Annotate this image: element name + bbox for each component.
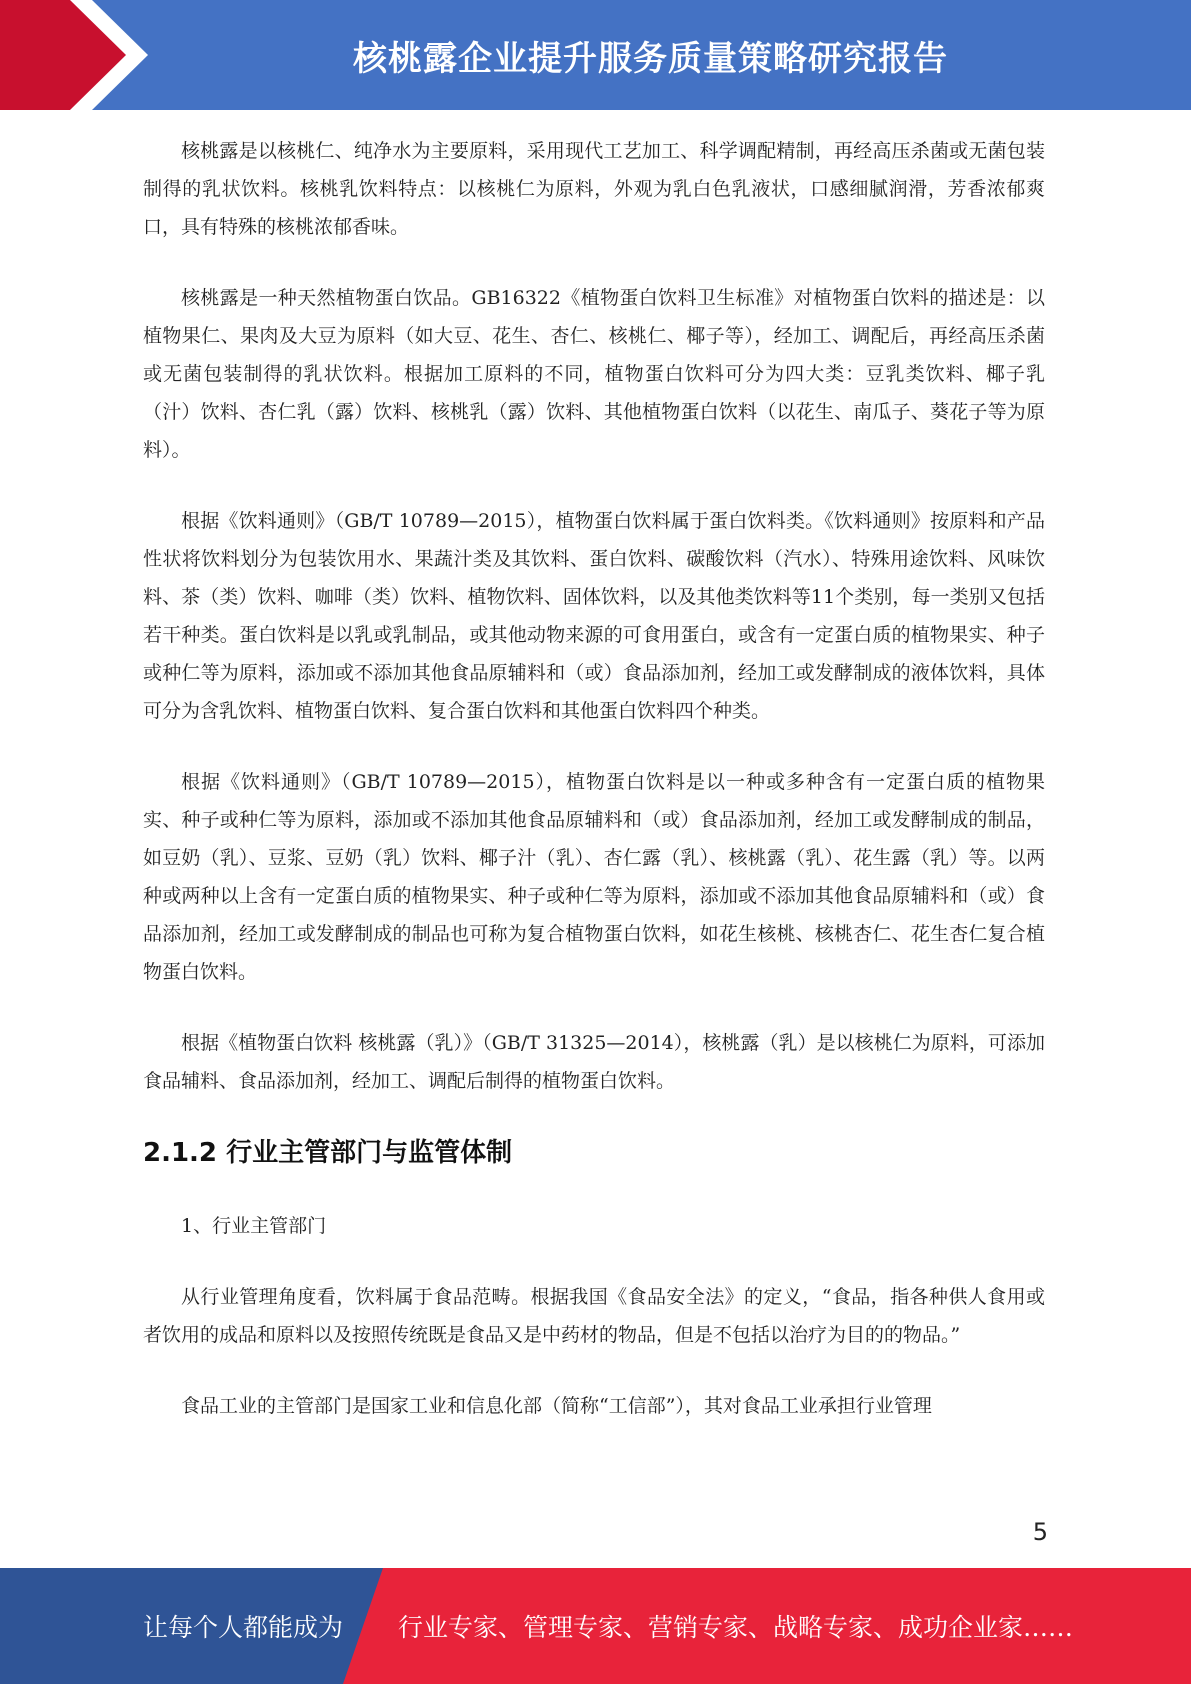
section-heading: 2.1.2 行业主管部门与监管体制: [143, 1138, 513, 1168]
paragraph-intro: 核桃露是以核桃仁、纯净水为主要原料，采用现代工艺加工、科学调配精制，再经高压杀菌或无菌包装制得的乳状饮料。核桃乳饮料特点：以核桃仁为原料，外观为乳白色乳液状，口感细腻润滑，芳香浓郁爽口，具有特殊的核桃浓郁香味。: [143, 140, 1045, 238]
page-header: [0, 0, 1191, 110]
paragraph-walnut-standard: 根据《植物蛋白饮料 核桃露（乳）》（GB/T 31325—2014），核桃露（乳）是以核桃仁为原料，可添加食品辅料、食品添加剂，经加工、调配后制得的植物蛋白饮料。: [143, 1032, 1045, 1092]
page-footer: [0, 1568, 1191, 1684]
paragraph-definition: 核桃露是一种天然植物蛋白饮品。GB16322《植物蛋白饮料卫生标准》对植物蛋白饮料的描述是：以植物果仁、果肉及大豆为原料（如大豆、花生、杏仁、核桃仁、椰子等），经加工、调配后，再经高压杀菌或无菌包装制得的乳状饮料。根据加工原料的不同，植物蛋白饮料可分为四大类：豆乳类饮料、椰子乳（汁）饮料、杏仁乳（露）饮料、核桃乳（露）饮料、其他植物蛋白饮料（以花生、南瓜子、葵花子等为原料）。: [143, 287, 1045, 461]
paragraph-plant-protein-beverage: 根据《饮料通则》（GB/T 10789—2015），植物蛋白饮料是以一种或多种含有一定蛋白质的植物果实、种子或种仁等为原料，添加或不添加其他食品原辅料和（或）食品添加剂，经加工或发酵制成的制品，如豆奶（乳）、豆浆、豆奶（乳）饮料、椰子汁（乳）、杏仁露（乳）、核桃露（乳）、花生露（乳）等。以两种或两种以上含有一定蛋白质的植物果实、种子或种仁等为原料，添加或不添加其他食品原辅料和（或）食品添加剂，经加工或发酵制成的制品也可称为复合植物蛋白饮料，如花生核桃、核桃杏仁、花生杏仁复合植物蛋白饮料。: [143, 771, 1045, 983]
subsection-heading: 1、行业主管部门: [181, 1215, 327, 1237]
main-content: [143, 132, 1045, 1458]
paragraph-food-definition: 从行业管理角度看，饮料属于食品范畴。根据我国《食品安全法》的定义，“食品，指各种供人食用或者饮用的成品和原料以及按照传统既是食品又是中药材的物品，但是不包括以治疗为目的的物品。”: [143, 1286, 1045, 1346]
footer-slogan-left: 让每个人都能成为: [143, 1613, 344, 1642]
report-title: 核桃露企业提升服务质量策略研究报告: [353, 38, 948, 79]
page-number: 5: [1032, 1518, 1048, 1546]
paragraph-beverage-classification: 根据《饮料通则》（GB/T 10789—2015），植物蛋白饮料属于蛋白饮料类。《饮料通则》按原料和产品性状将饮料划分为包装饮用水、果蔬汁类及其饮料、蛋白饮料、碳酸饮料（汽水）、特殊用途饮料、风味饮料、茶（类）饮料、咖啡（类）饮料、植物饮料、固体饮料，以及其他类饮料等11个类别，每一类别又包括若干种类。蛋白饮料是以乳或乳制品，或其他动物来源的可食用蛋白，或含有一定蛋白质的植物果实、种子或种仁等为原料，添加或不添加其他食品原辅料和（或）食品添加剂，经加工或发酵制成的液体饮料，具体可分为含乳饮料、植物蛋白饮料、复合蛋白饮料和其他蛋白饮料四个种类。: [143, 510, 1045, 722]
footer-slogan-right: 行业专家、管理专家、营销专家、战略专家、成功企业家……: [398, 1613, 1074, 1642]
paragraph-authority: 食品工业的主管部门是国家工业和信息化部（简称“工信部”），其对食品工业承担行业管理: [181, 1395, 932, 1417]
